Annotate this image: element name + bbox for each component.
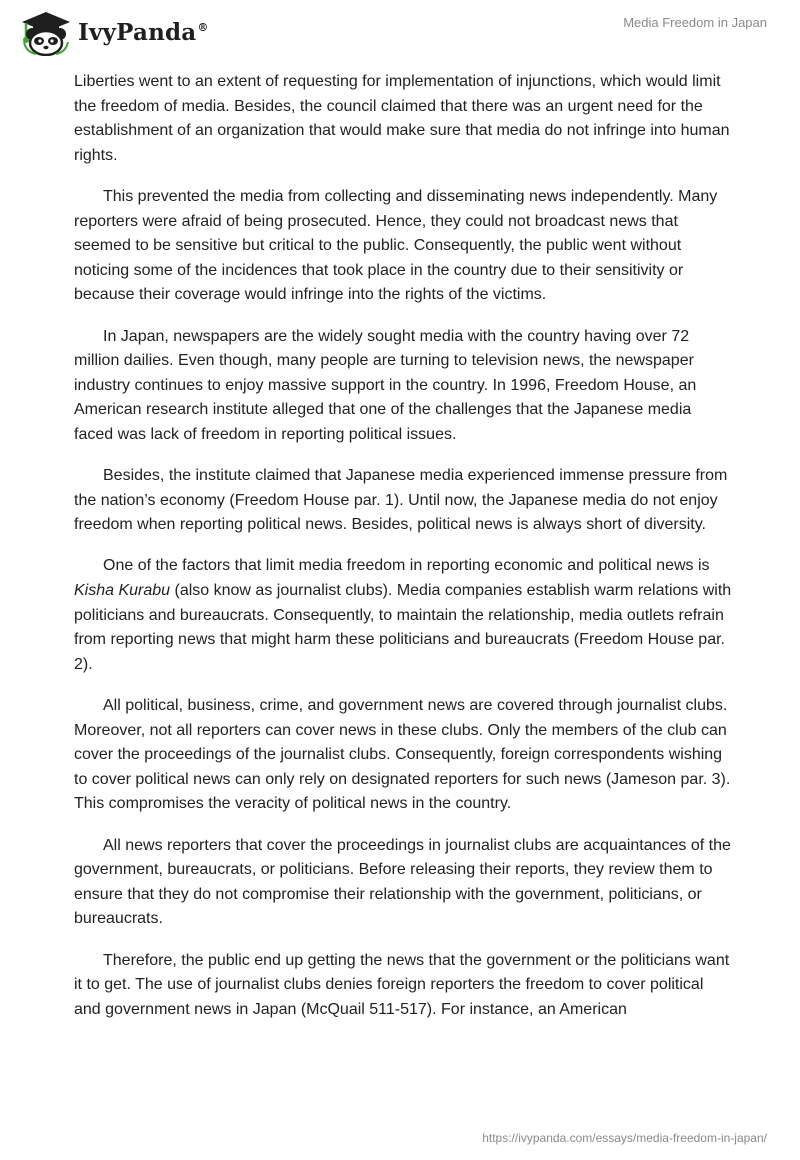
page-header: [0, 0, 800, 70]
brand-name: IvyPanda®: [78, 18, 209, 46]
paragraph: All political, business, crime, and government news are covered through journalist clubs. Moreover, not all reporters can cover news in these clubs. Only the members of the club can cover the proceedings of the journalist clubs. Consequently, foreign correspondents wishing to cover political news can only rely on designated reporters for such news (Jameson par. 3). This compromises the veracity of political news in the country.: [74, 697, 731, 813]
essay-body: [74, 70, 734, 1039]
document-title: Media Freedom in Japan: [623, 15, 767, 30]
italic-term: Kisha Kurabu: [74, 582, 171, 600]
paragraph: In Japan, newspapers are the widely sought media with the country having over 72 million dailies. Even though, many people are turning to television news, the newspaper industry continues to enjoy massive support in the country. In 1996, Freedom House, an American research institute alleged that one of the challenges that the Japanese media faced was lack of freedom in reporting political issues.: [74, 327, 697, 443]
source-url[interactable]: https://ivypanda.com/essays/media-freedom-in-japan/: [482, 1131, 767, 1145]
paragraph: Liberties went to an extent of requesting for implementation of injunctions, which would limit the freedom of media. Besides, the council claimed that there was an urgent need for the establishment of an organization that would make sure that media do not infringe into human rights.: [74, 73, 730, 164]
ivypanda-logo[interactable]: [16, 8, 209, 56]
paragraph: Besides, the institute claimed that Japanese media experienced immense pressure from the nation’s economy (Freedom House par. 1). Until now, the Japanese media do not enjoy freedom when reporting political news. Besides, political news is always short of diversity.: [74, 467, 728, 534]
paragraph: All news reporters that cover the proceedings in journalist clubs are acquaintances of the government, bureaucrats, or politicians. Before releasing their reports, they review them to ensure that they do not compromise their relationship with the government, politicians, or bureaucrats.: [74, 836, 731, 928]
panda-graduate-icon: [16, 8, 72, 56]
paragraph: This prevented the media from collecting and disseminating news independently. Many reporters were afraid of being prosecuted. Hence, they could not broadcast news that seemed to be sensitive but critical to the public. Consequently, the public went without noticing some of the incidences that took place in the country due to their sensitivity or because their coverage would infringe into the rights of the victims.: [74, 187, 718, 304]
paragraph: Therefore, the public end up getting the news that the government or the politicians want it to get. The use of journalist clubs denies foreign reporters the freedom to cover political and government news in Japan (McQuail 511-517). For instance, an American: [74, 951, 730, 1018]
paragraph: One of the factors that limit media freedom in reporting economic and political news is Kisha Kurabu (also know as journalist clubs). Media companies establish warm relations with politicians and bureaucrats. Consequently, to maintain the relationship, media outlets refrain from reporting news that might harm these politicians and bureaucrats (Freedom House par. 2).: [74, 557, 732, 673]
